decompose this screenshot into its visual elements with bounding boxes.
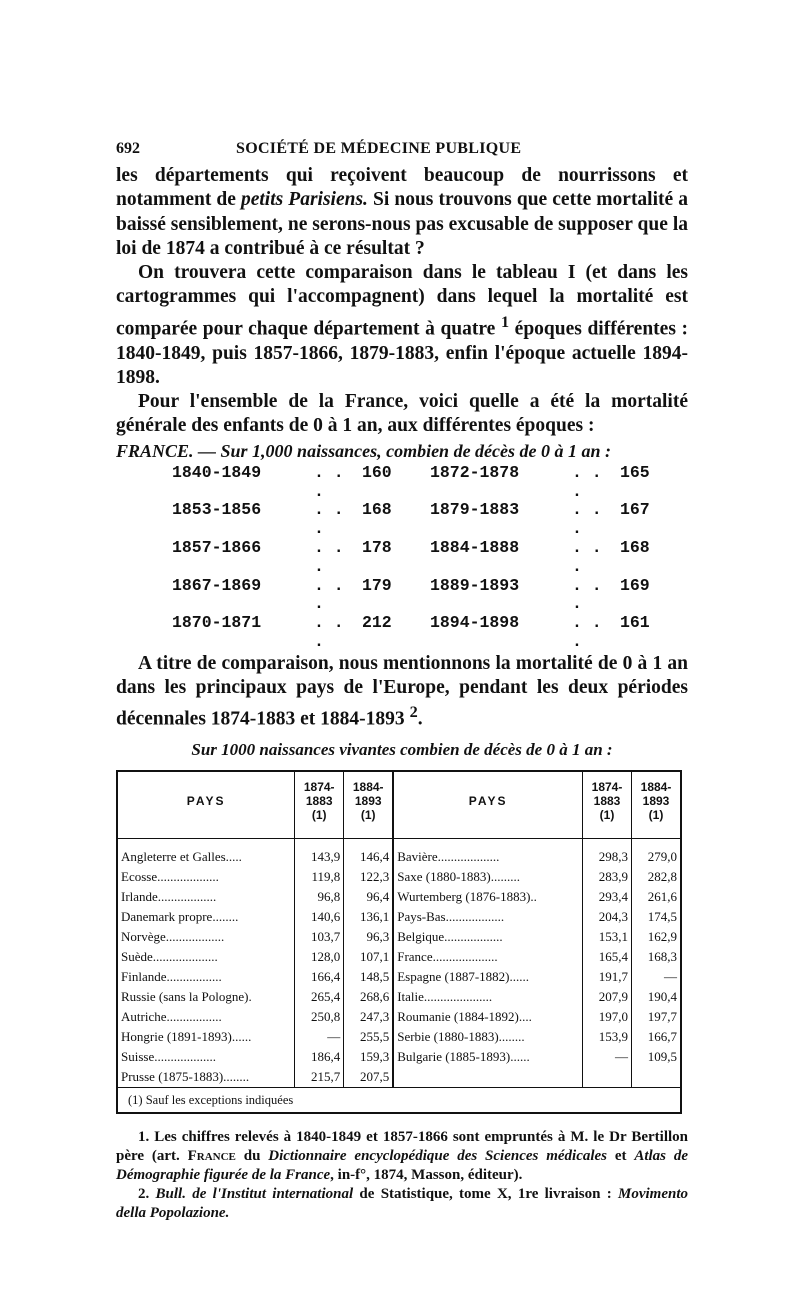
rate-row xyxy=(430,501,688,539)
rate-row xyxy=(172,539,430,577)
value-1874-left: 265,4 xyxy=(295,987,344,1007)
france-rates-lead xyxy=(116,441,688,462)
value-1874-right: 153,1 xyxy=(583,927,632,947)
footnote-1 xyxy=(116,1128,688,1185)
footnote-1-france: France xyxy=(187,1148,236,1165)
rate-period: 1857-1866 xyxy=(172,537,262,557)
footnote-1-text-b: du xyxy=(235,1148,269,1165)
france-rates-list xyxy=(172,464,688,652)
value-1884-right: 190,4 xyxy=(632,987,682,1007)
value-1874-right: — xyxy=(583,1047,632,1067)
value-1874-left: — xyxy=(295,1027,344,1047)
table-row xyxy=(117,847,681,867)
rate-period: 1867-1869 xyxy=(172,575,262,595)
table-row xyxy=(117,967,681,987)
paragraph-2-text-b: époques différentes : 1840-1849, puis 1857-1866, 1879-1883, enfin l'époque actuelle 1894-1898. xyxy=(116,318,689,388)
rate-value: 167 xyxy=(620,500,650,520)
country-name-right: Saxe (1880-1883)......... xyxy=(393,867,582,887)
country-name-right: Pays-Bas.................. xyxy=(393,907,582,927)
value-1884-right: 282,8 xyxy=(632,867,682,887)
country-name-left: Irlande.................. xyxy=(121,889,217,905)
value-1874-left: 140,6 xyxy=(295,907,344,927)
page-number: 692 xyxy=(116,140,140,157)
value-1874-right: 153,9 xyxy=(583,1027,632,1047)
rate-value: 168 xyxy=(620,537,650,557)
rate-row xyxy=(172,577,430,615)
rate-leader-dots: . . . xyxy=(314,575,344,614)
value-1874-right: 207,9 xyxy=(583,987,632,1007)
value-1884-right xyxy=(632,1067,682,1088)
country-name-left: Angleterre et Galles..... xyxy=(121,849,242,865)
value-1874-right: 298,3 xyxy=(583,847,632,867)
rate-period: 1894-1898 xyxy=(430,613,520,633)
table-row xyxy=(117,887,681,907)
rate-period: 1853-1856 xyxy=(172,500,262,520)
running-header xyxy=(116,140,688,164)
country-name-left: Ecosse................... xyxy=(121,869,219,885)
country-name-right: Italie..................... xyxy=(393,987,582,1007)
table-body xyxy=(117,839,681,1088)
rate-value: 168 xyxy=(362,500,392,520)
country-name-left: Finlande................. xyxy=(121,969,222,985)
book-page xyxy=(116,140,688,1223)
value-1874-left: 103,7 xyxy=(295,927,344,947)
footnote-ref-1[interactable]: 1 xyxy=(500,312,510,331)
rate-period: 1840-1849 xyxy=(172,462,262,482)
value-1884-left: 159,3 xyxy=(344,1047,394,1067)
header-1884-right xyxy=(632,771,682,839)
country-name-right: Espagne (1887-1882)...... xyxy=(393,967,582,987)
footnote-1-atlas: Atlas de Démographie figurée de la France xyxy=(116,1148,689,1184)
country-name-left: Prusse (1875-1883)........ xyxy=(121,1069,250,1085)
country-name-left: Norvège.................. xyxy=(121,929,225,945)
country-name-right: Belgique.................. xyxy=(393,927,582,947)
rates-left-column xyxy=(172,464,430,652)
header-pays-left: PAYS xyxy=(117,771,295,839)
rate-leader-dots: . . . xyxy=(572,462,602,501)
rate-row xyxy=(172,501,430,539)
rate-period: 1889-1893 xyxy=(430,575,520,595)
value-1884-left: 107,1 xyxy=(344,947,394,967)
rate-row xyxy=(430,577,688,615)
value-1874-left: 119,8 xyxy=(295,867,344,887)
header-1874-left-label: 1874- 1883 (1) xyxy=(303,780,335,823)
rate-leader-dots: . . . xyxy=(314,500,344,539)
footnotes xyxy=(116,1128,688,1223)
value-1874-left: 166,4 xyxy=(295,967,344,987)
rate-value: 169 xyxy=(620,575,650,595)
value-1874-left: 128,0 xyxy=(295,947,344,967)
value-1874-right xyxy=(583,1067,632,1088)
header-1874-right xyxy=(583,771,632,839)
value-1884-right: 261,6 xyxy=(632,887,682,907)
paragraph-1 xyxy=(116,164,688,261)
paragraph-4 xyxy=(116,652,688,732)
rate-value: 178 xyxy=(362,537,392,557)
rate-value: 165 xyxy=(620,462,650,482)
value-1874-left: 250,8 xyxy=(295,1007,344,1027)
value-1884-left: 148,5 xyxy=(344,967,394,987)
footnote-2-movimento: Movimento della Popolazione. xyxy=(116,1186,689,1222)
footnote-2 xyxy=(116,1185,688,1223)
rates-right-column xyxy=(430,464,688,652)
value-1884-left: 96,4 xyxy=(344,887,394,907)
header-pays-right: PAYS xyxy=(393,771,582,839)
paragraph-1-emphasis: petits Parisiens. xyxy=(240,189,368,211)
value-1874-right: 165,4 xyxy=(583,947,632,967)
rate-row xyxy=(430,539,688,577)
table-row xyxy=(117,1007,681,1027)
rate-period: 1870-1871 xyxy=(172,613,262,633)
country-name-left: Suisse................... xyxy=(121,1049,216,1065)
footnote-2-text-b: de Statistique, tome X, 1re livraison : xyxy=(353,1186,619,1203)
value-1884-right: 168,3 xyxy=(632,947,682,967)
country-name-right: Serbie (1880-1883)........ xyxy=(393,1027,582,1047)
table-row xyxy=(117,947,681,967)
value-1874-right: 283,9 xyxy=(583,867,632,887)
country-name-left: Autriche................. xyxy=(121,1009,222,1025)
value-1874-left: 186,4 xyxy=(295,1047,344,1067)
value-1884-left: 255,5 xyxy=(344,1027,394,1047)
value-1884-right: — xyxy=(632,967,682,987)
footnote-1-text-c: et xyxy=(607,1148,635,1165)
table-header-row xyxy=(117,771,681,839)
footnote-2-text-a: 2. xyxy=(138,1186,156,1203)
country-name-left: Hongrie (1891-1893)...... xyxy=(121,1029,252,1045)
footnote-1-text-d: , in-f°, 1874, Masson, éditeur). xyxy=(330,1167,523,1184)
value-1884-right: 174,5 xyxy=(632,907,682,927)
value-1884-right: 109,5 xyxy=(632,1047,682,1067)
value-1884-left: 207,5 xyxy=(344,1067,394,1088)
table-row xyxy=(117,1067,681,1088)
value-1874-left: 143,9 xyxy=(295,847,344,867)
header-1884-left xyxy=(344,771,394,839)
value-1884-right: 166,7 xyxy=(632,1027,682,1047)
lead-country: FRANCE. xyxy=(116,440,194,461)
rate-period: 1879-1883 xyxy=(430,500,520,520)
rate-period: 1872-1878 xyxy=(430,462,520,482)
footnote-1-dictionary: Dictionnaire encyclopédique des Sciences médicales xyxy=(268,1148,608,1165)
country-name-right: Bavière................... xyxy=(393,847,582,867)
paragraph-3: Pour l'ensemble de la France, voici quelle a été la mortalité générale des enfants de 0 à 1 an, aux différentes époques : xyxy=(116,391,688,437)
country-name-left: Russie (sans la Pologne). xyxy=(121,989,252,1005)
rate-period: 1884-1888 xyxy=(430,537,520,557)
value-1874-right: 204,3 xyxy=(583,907,632,927)
paragraph-4-text-a: A titre de comparaison, nous mentionnons la mortalité de 0 à 1 an dans les principaux pays de l'Europe, pendant les deux périodes décennales 1874-1883 et 1884-1893 xyxy=(116,652,688,730)
value-1874-right: 191,7 xyxy=(583,967,632,987)
value-1884-left: 122,3 xyxy=(344,867,394,887)
country-name-right: Bulgarie (1885-1893)...... xyxy=(393,1047,582,1067)
table-row xyxy=(117,1047,681,1067)
header-1884-right-label: 1884- 1893 (1) xyxy=(640,780,672,823)
rate-row xyxy=(430,614,688,652)
table-row xyxy=(117,907,681,927)
paragraph-1-text-c: Si nous trouvons que cette mortalité a baissé sensiblement, ne serons-nous pas excusable de supposer que la loi de 1874 a contribué à ce résultat ? xyxy=(116,189,688,259)
country-name-left: Suède.................... xyxy=(121,949,218,965)
header-1874-left xyxy=(295,771,344,839)
country-name-right: France.................... xyxy=(393,947,582,967)
value-1884-left: 247,3 xyxy=(344,1007,394,1027)
header-1874-right-label: 1874- 1883 (1) xyxy=(591,780,623,823)
country-name-right xyxy=(393,1067,582,1088)
rate-leader-dots: . . . xyxy=(314,613,344,651)
paragraph-4-text-b: . xyxy=(417,708,423,730)
value-1874-right: 197,0 xyxy=(583,1007,632,1027)
country-name-left: Danemark propre........ xyxy=(121,909,239,925)
value-1884-left: 96,3 xyxy=(344,927,394,947)
table-row xyxy=(117,1027,681,1047)
value-1884-left: 268,6 xyxy=(344,987,394,1007)
rate-leader-dots: . . . xyxy=(572,613,602,651)
table-row xyxy=(117,927,681,947)
value-1884-left: 146,4 xyxy=(344,847,394,867)
mortality-table xyxy=(116,770,682,1114)
value-1874-left: 215,7 xyxy=(295,1067,344,1088)
country-name-right: Roumanie (1884-1892).... xyxy=(393,1007,582,1027)
running-title: SOCIÉTÉ DE MÉDECINE PUBLIQUE xyxy=(236,140,522,157)
paragraph-1-text-a: les départements qui reçoivent beaucoup de nourrissons et notamment de xyxy=(116,165,688,211)
header-1884-left-label: 1884- 1893 (1) xyxy=(352,780,384,823)
footnote-1-text-a: 1. Les chiffres relevés à 1840-1849 et 1857-1866 sont empruntés à M. le Dr Bertillon père (art. xyxy=(116,1129,688,1165)
rate-value: 161 xyxy=(620,613,650,633)
rate-leader-dots: . . . xyxy=(572,500,602,539)
value-1884-left: 136,1 xyxy=(344,907,394,927)
rate-row xyxy=(172,464,430,502)
country-name-right: Wurtemberg (1876-1883).. xyxy=(393,887,582,907)
rate-value: 179 xyxy=(362,575,392,595)
rate-value: 160 xyxy=(362,462,392,482)
table-row xyxy=(117,867,681,887)
value-1884-right: 197,7 xyxy=(632,1007,682,1027)
value-1884-right: 279,0 xyxy=(632,847,682,867)
value-1874-right: 293,4 xyxy=(583,887,632,907)
rate-row xyxy=(172,614,430,652)
lead-text: — Sur 1,000 naissances, combien de décès de 0 à 1 an : xyxy=(193,440,612,461)
footnote-ref-2[interactable]: 2 xyxy=(409,703,418,722)
rate-leader-dots: . . . xyxy=(314,537,344,576)
rate-row xyxy=(430,464,688,502)
table-row xyxy=(117,987,681,1007)
rate-leader-dots: . . . xyxy=(572,537,602,576)
table-note-row xyxy=(117,1088,681,1114)
table-spacer-row xyxy=(117,839,681,848)
value-1884-right: 162,9 xyxy=(632,927,682,947)
rate-leader-dots: . . . xyxy=(314,462,344,501)
rate-value: 212 xyxy=(362,613,392,633)
footnote-2-bulletin: Bull. de l'Institut international xyxy=(155,1186,354,1203)
table-caption: Sur 1000 naissances vivantes combien de décès de 0 à 1 an : xyxy=(191,740,613,760)
paragraph-2 xyxy=(116,261,688,390)
table-note: (1) Sauf les exceptions indiquées xyxy=(117,1088,681,1114)
rate-leader-dots: . . . xyxy=(572,575,602,614)
paragraph-2-text-a: On trouvera cette comparaison dans le tableau I (et dans les cartogrammes qui l'accompagnent) dans lequel la mortalité est comparée pour chaque département à quatre xyxy=(116,262,688,340)
value-1874-left: 96,8 xyxy=(295,887,344,907)
